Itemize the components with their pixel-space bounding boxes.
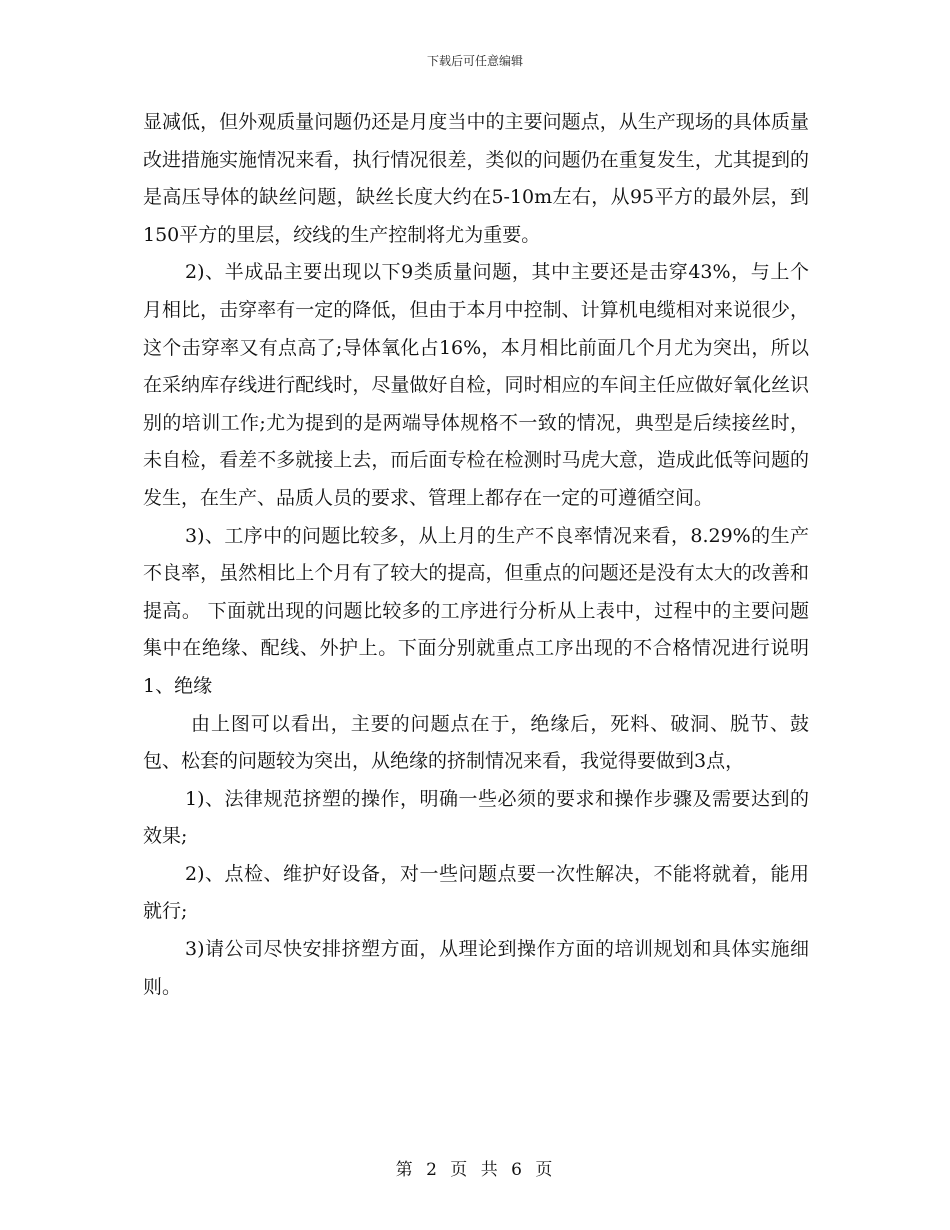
paragraph-insulation-analysis: 由上图可以看出，主要的问题点在于，绝缘后，死料、破洞、脱节、鼓包、松套的问题较为突出，从绝缘的挤制情况来看，我觉得要做到3点， bbox=[143, 712, 809, 773]
paragraph-point-1: 1)、法律规范挤塑的操作，明确一些必须的要求和操作步骤及需要达到的效果; bbox=[143, 787, 809, 848]
paragraph-point-2: 2)、点检、维护好设备，对一些问题点要一次性解决，不能将就着，能用就行; bbox=[143, 862, 809, 923]
page-header: 下载后可任意编辑 bbox=[426, 54, 523, 68]
paragraph-process-issues: 3)、工序中的问题比较多，从上月的生产不良率情况来看，8.29%的生产不良率，虽然相比上个月有了较大的提高，但重点的问题还是没有太大的改善和提高。 下面就出现的问题比较多的工序进行分析从上表中，过程中的主要问题集中在绝缘、配线、外护上。下面分别就重点工序出现的不合格情况进行说明 1、绝缘 bbox=[143, 524, 809, 697]
paragraph-continuation: 显减低，但外观质量问题仍还是月度当中的主要问题点，从生产现场的具体质量改进措施实施情况来看，执行情况很差，类似的问题仍在重复发生，尤其提到的是高压导体的缺丝问题，缺丝长度大约在5-10m左右，从95平方的最外层，到150平方的里层，绞线的生产控制将尤为重要。 bbox=[143, 111, 809, 246]
paragraph-semi-finished: 2)、半成品主要出现以下9类质量问题，其中主要还是击穿43%，与上个月相比，击穿率有一定的降低，但由于本月中控制、计算机电缆相对来说很少，这个击穿率又有点高了;导体氧化占16%，本月相比前面几个月尤为突出，所以在采纳库存线进行配线时，尽量做好自检，同时相应的车间主任应做好氧化丝识别的培训工作;尤为提到的是两端导体规格不一致的情况，典型是后续接丝时，未自检，看差不多就接上去，而后面专检在检测时马虎大意，造成此低等问题的发生，在生产、品质人员的要求、管理上都存在一定的可遵循空间。 bbox=[143, 261, 809, 509]
page-number-footer: 第 2 页 共 6 页 bbox=[395, 1160, 555, 1180]
document-body bbox=[143, 104, 809, 1006]
paragraph-point-3: 3)请公司尽快安排挤塑方面，从理论到操作方面的培训规划和具体实施细则。 bbox=[143, 938, 809, 998]
